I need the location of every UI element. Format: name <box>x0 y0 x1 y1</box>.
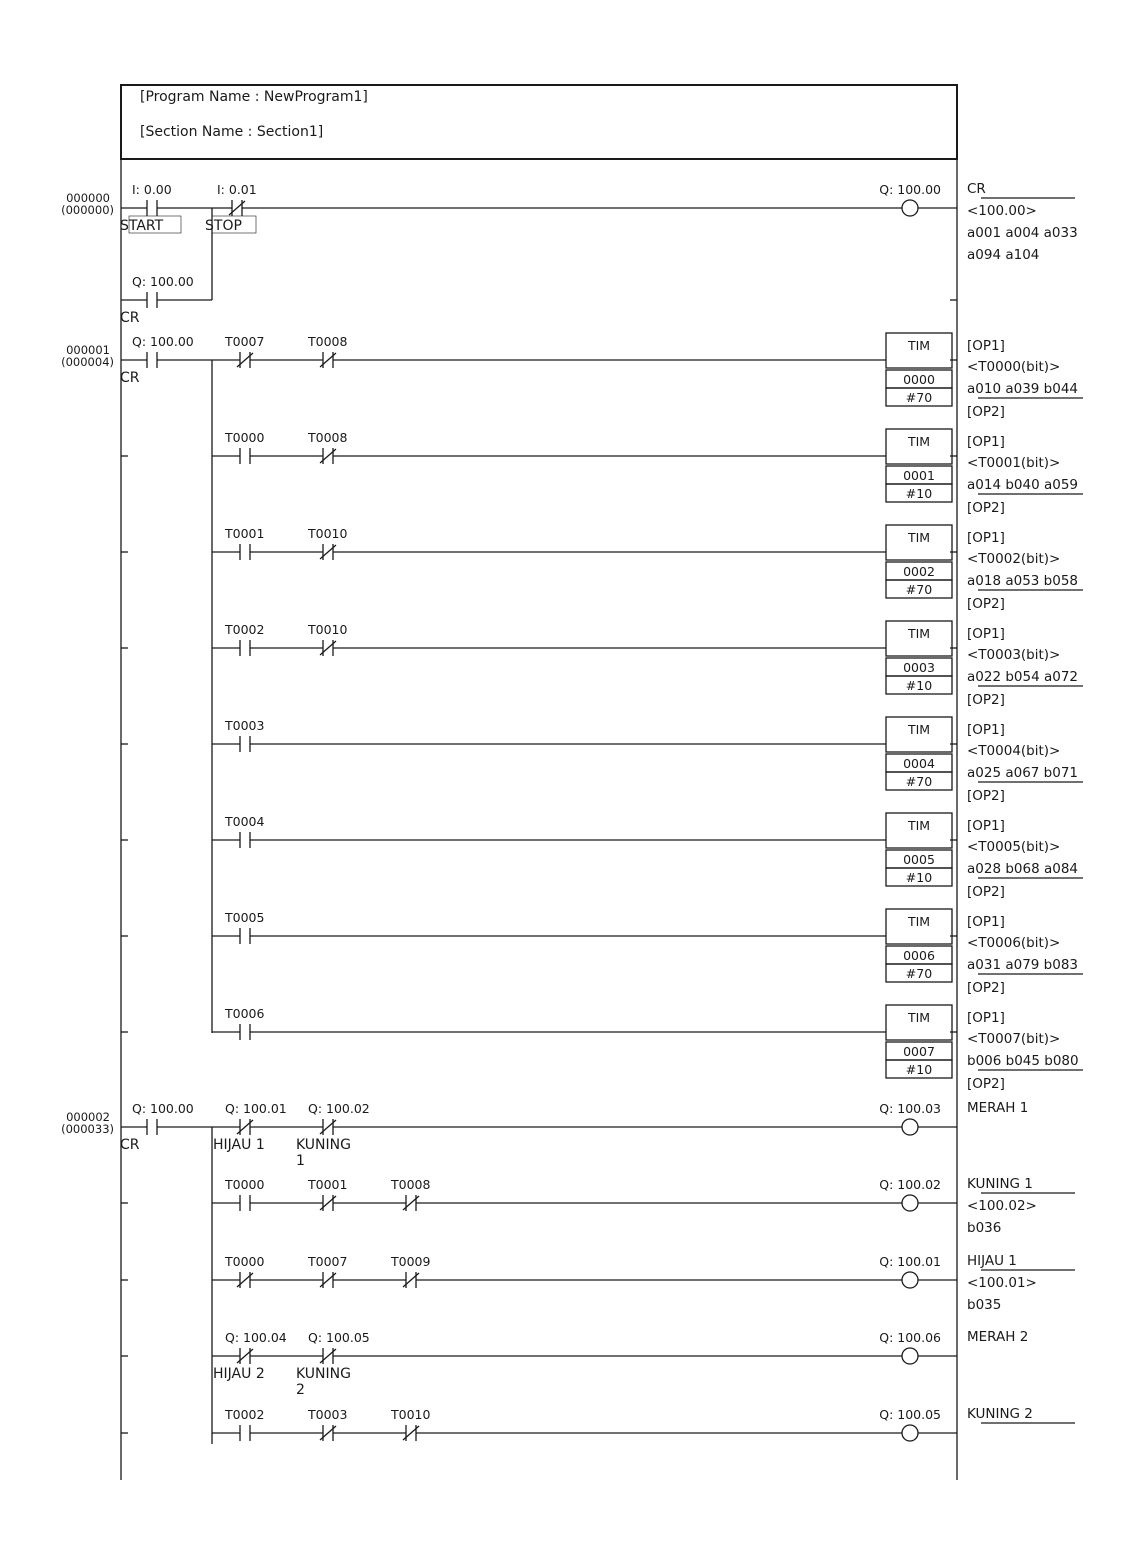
contact-address: T0010 <box>308 526 348 541</box>
rung-number: 000001 <box>66 343 110 357</box>
output-coil <box>902 1272 918 1288</box>
tim-label: TIM <box>907 914 931 929</box>
xref-bit: <T0004(bit)> <box>967 743 1061 759</box>
contact-address: I: 0.00 <box>132 182 172 197</box>
tim-preset: #70 <box>905 966 933 981</box>
xref-bit: <T0007(bit)> <box>967 1031 1061 1047</box>
xref-bit: <T0002(bit)> <box>967 551 1061 567</box>
contact-address: Q: 100.00 <box>132 274 194 289</box>
xref-line: b035 <box>967 1297 1002 1313</box>
tim-number: 0004 <box>903 756 935 771</box>
xref-line: a094 a104 <box>967 247 1040 263</box>
contact-address: T0000 <box>225 430 265 445</box>
contact-address: Q: 100.02 <box>308 1101 370 1116</box>
xref-bit: <T0000(bit)> <box>967 359 1061 375</box>
xref-line: <100.00> <box>967 203 1037 219</box>
xref-op1: [OP1] <box>967 530 1005 546</box>
xref-op1: [OP1] <box>967 338 1005 354</box>
tim-preset: #70 <box>905 390 933 405</box>
xref-op2: [OP2] <box>967 596 1005 612</box>
tim-preset: #10 <box>905 1062 933 1077</box>
contact-address: I: 0.01 <box>217 182 257 197</box>
rung-number: 000000 <box>66 191 110 205</box>
xref-op1: [OP1] <box>967 722 1005 738</box>
tim-label: TIM <box>907 818 931 833</box>
tim-preset: #10 <box>905 678 933 693</box>
contact-comment-2: 1 <box>296 1153 305 1169</box>
coil-address: Q: 100.06 <box>879 1330 941 1345</box>
rung-step: (000033) <box>61 1122 114 1136</box>
tim-label: TIM <box>907 434 931 449</box>
rung-number: 000002 <box>66 1110 110 1124</box>
contact-address: T0002 <box>225 1407 265 1422</box>
coil-address: Q: 100.05 <box>879 1407 941 1422</box>
xref-op2: [OP2] <box>967 884 1005 900</box>
xref-op2: [OP2] <box>967 692 1005 708</box>
contact-address: T0008 <box>308 334 348 349</box>
xref-title: CR <box>967 181 986 197</box>
contact-comment: CR <box>120 1137 140 1153</box>
xref-title: HIJAU 1 <box>967 1253 1017 1269</box>
xref-op1: [OP1] <box>967 818 1005 834</box>
contact-comment: KUNING <box>296 1366 351 1382</box>
contact-address: T0008 <box>308 430 348 445</box>
xref-title: KUNING 2 <box>967 1406 1033 1422</box>
xref-op1: [OP1] <box>967 1010 1005 1026</box>
contact-comment: HIJAU 2 <box>213 1366 265 1382</box>
contact-address: T0003 <box>225 718 265 733</box>
contact-address: Q: 100.05 <box>308 1330 370 1345</box>
contact-address: T0000 <box>225 1177 265 1192</box>
xref-op2: [OP2] <box>967 404 1005 420</box>
xref-op1: [OP1] <box>967 626 1005 642</box>
output-coil <box>902 1425 918 1441</box>
ladder-elements <box>61 181 1083 1444</box>
output-coil <box>902 200 918 216</box>
xref-line: <100.02> <box>967 1198 1037 1214</box>
xref-refs: b006 b045 b080 <box>967 1053 1079 1069</box>
tim-label: TIM <box>907 338 931 353</box>
tim-label: TIM <box>907 1010 931 1025</box>
xref-refs: a010 a039 b044 <box>967 381 1078 397</box>
contact-address: T0002 <box>225 622 265 637</box>
contact-address: T0001 <box>308 1177 348 1192</box>
xref-line: <100.01> <box>967 1275 1037 1291</box>
rung-step: (000004) <box>61 355 114 369</box>
xref-refs: a031 a079 b083 <box>967 957 1078 973</box>
contact-address: Q: 100.01 <box>225 1101 287 1116</box>
xref-op1: [OP1] <box>967 914 1005 930</box>
tim-number: 0007 <box>903 1044 935 1059</box>
contact-address: T0007 <box>225 334 265 349</box>
contact-comment: START <box>120 218 164 234</box>
tim-number: 0003 <box>903 660 935 675</box>
xref-bit: <T0006(bit)> <box>967 935 1061 951</box>
rung-step: (000000) <box>61 203 114 217</box>
tim-preset: #10 <box>905 870 933 885</box>
output-coil <box>902 1119 918 1135</box>
tim-label: TIM <box>907 722 931 737</box>
contact-address: T0000 <box>225 1254 265 1269</box>
tim-number: 0000 <box>903 372 935 387</box>
coil-address: Q: 100.01 <box>879 1254 941 1269</box>
xref-refs: a022 b054 a072 <box>967 669 1078 685</box>
contact-address: Q: 100.00 <box>132 1101 194 1116</box>
xref-refs: a025 a067 b071 <box>967 765 1078 781</box>
tim-number: 0001 <box>903 468 935 483</box>
tim-preset: #70 <box>905 774 933 789</box>
contact-address: T0010 <box>308 622 348 637</box>
xref-title: MERAH 1 <box>967 1100 1029 1116</box>
xref-op2: [OP2] <box>967 500 1005 516</box>
xref-refs: a028 b068 a084 <box>967 861 1078 877</box>
contact-comment: KUNING <box>296 1137 351 1153</box>
coil-address: Q: 100.03 <box>879 1101 941 1116</box>
contact-comment-2: 2 <box>296 1382 305 1398</box>
xref-line: b036 <box>967 1220 1002 1236</box>
xref-line: a001 a004 a033 <box>967 225 1078 241</box>
contact-address: T0001 <box>225 526 265 541</box>
xref-bit: <T0001(bit)> <box>967 455 1061 471</box>
coil-address: Q: 100.02 <box>879 1177 941 1192</box>
xref-refs: a014 b040 a059 <box>967 477 1078 493</box>
output-coil <box>902 1195 918 1211</box>
xref-title: KUNING 1 <box>967 1176 1033 1192</box>
xref-op1: [OP1] <box>967 434 1005 450</box>
contact-comment: CR <box>120 370 140 386</box>
tim-number: 0002 <box>903 564 935 579</box>
xref-bit: <T0003(bit)> <box>967 647 1061 663</box>
contact-address: Q: 100.04 <box>225 1330 287 1345</box>
tim-number: 0005 <box>903 852 935 867</box>
xref-refs: a018 a053 b058 <box>967 573 1078 589</box>
contact-address: T0009 <box>391 1254 431 1269</box>
contact-address: T0007 <box>308 1254 348 1269</box>
contact-address: T0003 <box>308 1407 348 1422</box>
xref-title: MERAH 2 <box>967 1329 1029 1345</box>
contact-comment: STOP <box>205 218 242 234</box>
output-coil <box>902 1348 918 1364</box>
xref-op2: [OP2] <box>967 1076 1005 1092</box>
xref-op2: [OP2] <box>967 788 1005 804</box>
coil-address: Q: 100.00 <box>879 182 941 197</box>
contact-address: T0006 <box>225 1006 265 1021</box>
tim-label: TIM <box>907 530 931 545</box>
contact-address: T0010 <box>391 1407 431 1422</box>
tim-label: TIM <box>907 626 931 641</box>
contact-comment: CR <box>120 310 140 326</box>
contact-address: T0008 <box>391 1177 431 1192</box>
program-name: [Program Name : NewProgram1] <box>140 89 368 105</box>
contact-address: T0005 <box>225 910 265 925</box>
section-name: [Section Name : Section1] <box>140 124 324 140</box>
contact-comment: HIJAU 1 <box>213 1137 265 1153</box>
xref-bit: <T0005(bit)> <box>967 839 1061 855</box>
tim-preset: #70 <box>905 582 933 597</box>
tim-number: 0006 <box>903 948 935 963</box>
contact-address: T0004 <box>225 814 265 829</box>
xref-op2: [OP2] <box>967 980 1005 996</box>
contact-address: Q: 100.00 <box>132 334 194 349</box>
tim-preset: #10 <box>905 486 933 501</box>
